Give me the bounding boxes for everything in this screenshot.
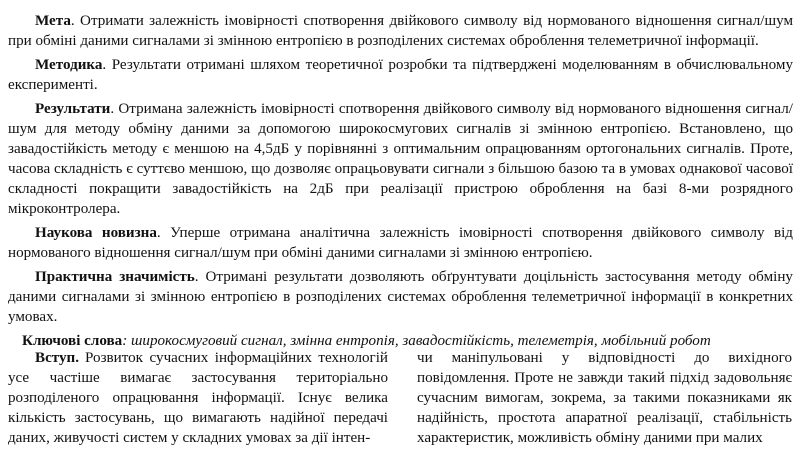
significance-text: . Отримані результати дозволяють обґрунтувати доцільність застосування методу обміну даними сигналами зі змінною ентропією в розподілених системах оброблення телеметричної інформації в конкретних умовах. — [8, 269, 793, 325]
intro-text: Розвиток сучасних інформаційних технологій усе частіше вимагає застосування територіально розподіленого опрацювання інформації. Існує велика кількість застосувань, що вимагають надійної передачі даних, живучості систем у складних умовах за дії інтен- — [8, 350, 388, 446]
intro-label: Вступ. — [35, 350, 79, 366]
continued-paragraph — [417, 348, 792, 448]
abstract-results — [8, 99, 793, 219]
method-text: . Результати отримані шляхом теоретичної розробки та підтверджені моделюванням в обчислювальному експерименті. — [8, 57, 793, 93]
results-label: Результати — [35, 101, 111, 117]
novelty-label: Наукова новизна — [35, 225, 157, 241]
goal-label: Мета — [35, 13, 71, 29]
intro-paragraph — [8, 348, 388, 448]
significance-label: Практична значимість — [35, 269, 195, 285]
novelty-text: . Уперше отримана аналітична залежність імовірності спотворення двійкового символу від нормованого відношення сигнал/шум при обміні даними сигналами зі змінною ентропією. — [8, 225, 793, 261]
abstract-novelty — [8, 223, 793, 263]
abstract-goal — [8, 11, 793, 51]
abstract-block — [8, 11, 793, 355]
body-column-left — [8, 348, 388, 448]
method-label: Методика — [35, 57, 103, 73]
results-text: . Отримана залежність імовірності спотворення двійкового символу від нормованого відношення сигнал/шум для методу обміну даними за допомогою широкосмугових сигналів зі змінною ентропією. Встановлено, що завадостійкість методу є меншою на 4,5дБ у порівнянні з оптимальним опрацюванням ортогональних сигналів. Проте, часова складність є суттєво меншою, що дозволяє опрацьовувати сигнали з більшою базою та в умовах однакової часової складності покращити завадостійкість на 2дБ при реалізації пристрою оброблення на базі 8-ми розрядного мікроконтролера. — [8, 101, 793, 217]
abstract-method — [8, 55, 793, 95]
keywords-text: : широкосмуговий сигнал, змінна ентропія, завадостійкість, телеметрія, мобільний робот — [122, 333, 711, 349]
continued-text: чи маніпульовані у відповідності до вихідного повідомлення. Проте не завжди такий підхід задовольняє сучасним вимогам, зокрема, за такими показниками як надійність, простота апаратної реалізації, стабільність характеристик, можливість обміну даними при малих — [417, 350, 792, 446]
keywords-label: Ключові слова — [22, 333, 123, 349]
body-column-right — [417, 348, 792, 448]
goal-text: . Отримати залежність імовірності спотворення двійкового символу від нормованого відношення сигнал/шум при обміні даними сигналами зі змінною ентропією в розподілених системах оброблення телеметричної інформації. — [8, 13, 793, 49]
abstract-significance — [8, 267, 793, 327]
